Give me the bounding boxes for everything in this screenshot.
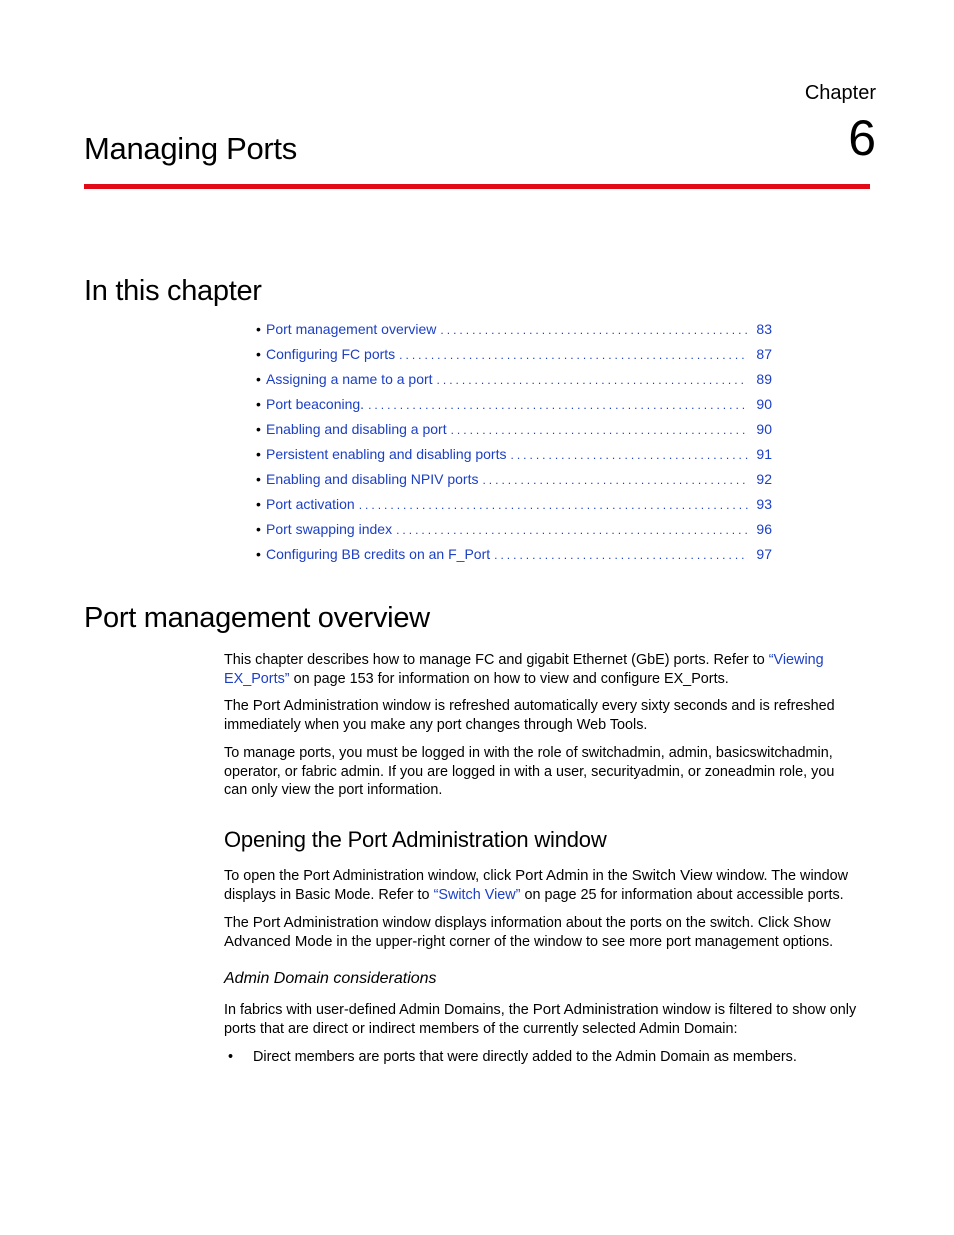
toc-item[interactable] xyxy=(256,471,772,496)
ui-term: Port Admin xyxy=(515,867,589,884)
chapter-number: 6 xyxy=(848,110,876,166)
ui-term: Port Administration xyxy=(252,914,379,931)
ui-term: Advanced Mode xyxy=(224,932,333,950)
toc-item-page[interactable]: 90 xyxy=(756,396,772,412)
bullet-icon: • xyxy=(256,421,261,437)
ui-term: Port Administration xyxy=(252,697,379,714)
bullet-icon: • xyxy=(228,1049,234,1065)
opening-paragraph-2: The Port Administration window displays information about the ports on the switch. Click Show Advanced Mode in the upper-right corner of the window to see more port management options. xyxy=(224,914,834,950)
toc-item-page[interactable]: 96 xyxy=(756,521,772,537)
toc-item-page[interactable]: 87 xyxy=(756,346,772,362)
toc-item-label[interactable]: Enabling and disabling a port xyxy=(266,421,447,437)
viewing-ex-ports-link-cont[interactable]: EX_Ports” xyxy=(224,670,290,687)
leader-dots xyxy=(359,498,748,512)
leader-dots xyxy=(511,448,749,462)
bullet-icon: • xyxy=(256,446,261,462)
viewing-ex-ports-link[interactable]: “Viewing xyxy=(768,652,824,668)
toc-item[interactable] xyxy=(256,546,772,571)
leader-dots xyxy=(399,348,748,362)
toc-item-label[interactable]: Port beaconing. xyxy=(266,396,365,412)
chapter-label: Chapter xyxy=(804,82,876,104)
toc-item[interactable] xyxy=(256,321,772,346)
bullet-icon: • xyxy=(256,496,261,512)
toc-item-label[interactable]: Configuring FC ports xyxy=(266,346,396,362)
leader-dots xyxy=(396,523,748,537)
chapter-title: Managing Ports xyxy=(84,131,297,166)
toc-item-label[interactable]: Port management overview xyxy=(266,321,437,337)
toc-item-page[interactable]: 97 xyxy=(756,546,772,562)
toc-item[interactable] xyxy=(256,421,772,446)
bullet-icon: • xyxy=(256,346,261,362)
leader-dots xyxy=(368,398,748,412)
bullet-icon: • xyxy=(256,546,261,562)
toc-item-page[interactable]: 89 xyxy=(756,371,772,387)
toc-item-page[interactable]: 91 xyxy=(756,446,772,462)
opening-port-admin-heading: Opening the Port Administration window xyxy=(224,827,607,852)
opening-paragraph-1: To open the Port Administration window, click Port Admin in the Switch View window. The window displays in Basic Mode. Refer to “Switch View” on page 25 for information about accessible ports. xyxy=(224,867,849,903)
toc-item[interactable] xyxy=(256,496,772,521)
admin-domain-heading: Admin Domain considerations xyxy=(224,970,437,987)
toc-item-label[interactable]: Persistent enabling and disabling ports xyxy=(266,446,507,462)
leader-dots xyxy=(451,423,748,437)
leader-dots xyxy=(440,323,748,337)
ui-term: Port Administration xyxy=(532,1001,659,1018)
bullet-icon: • xyxy=(256,321,261,337)
leader-dots xyxy=(494,548,748,562)
ui-term: Show xyxy=(793,914,831,931)
toc-item-page[interactable]: 83 xyxy=(756,321,772,337)
red-divider-rule xyxy=(84,184,870,189)
bullet-icon: • xyxy=(256,396,261,412)
bullet-icon: • xyxy=(256,521,261,537)
switch-view-link[interactable]: “Switch View” xyxy=(433,886,521,903)
toc-item[interactable] xyxy=(256,346,772,371)
toc-item-label[interactable]: Configuring BB credits on an F_Port xyxy=(266,546,491,562)
leader-dots xyxy=(437,373,748,387)
overview-paragraph-2: The Port Administration window is refreshed automatically every sixty seconds and is refreshed immediately when you make any port changes through Web Tools. xyxy=(224,697,835,733)
leader-dots xyxy=(482,473,748,487)
toc-item-label[interactable]: Assigning a name to a port xyxy=(266,371,433,387)
bullet-icon: • xyxy=(256,471,261,487)
toc-item-page[interactable]: 93 xyxy=(756,496,772,512)
toc-item-label[interactable]: Port activation xyxy=(266,496,355,512)
list-item-text: Direct members are ports that were directly added to the Admin Domain as members. xyxy=(253,1049,797,1065)
ui-term: Switch View xyxy=(631,867,713,884)
toc-item-label[interactable]: Enabling and disabling NPIV ports xyxy=(266,471,479,487)
admin-domain-paragraph: In fabrics with user-defined Admin Domains, the Port Administration window is filtered to show only ports that are direct or indirect members of the currently selected Admin Domain: xyxy=(224,1001,857,1037)
chapter-toc-list xyxy=(256,321,772,571)
in-this-chapter-heading: In this chapter xyxy=(84,275,262,307)
bullet-icon: • xyxy=(256,371,261,387)
toc-item[interactable] xyxy=(256,446,772,471)
toc-item-page[interactable]: 90 xyxy=(756,421,772,437)
overview-paragraph-3: To manage ports, you must be logged in with the role of switchadmin, admin, basicswitchadmin, operator, or fabric admin. If you are logged in with a user, securityadmin, or zoneadmin role, you can only view the port information. xyxy=(224,745,835,798)
toc-item-page[interactable]: 92 xyxy=(756,471,772,487)
toc-item[interactable] xyxy=(256,396,772,421)
toc-item-label[interactable]: Port swapping index xyxy=(266,521,393,537)
toc-item[interactable] xyxy=(256,521,772,546)
toc-item[interactable] xyxy=(256,371,772,396)
port-management-overview-heading: Port management overview xyxy=(84,602,430,634)
overview-paragraph-1: This chapter describes how to manage FC and gigabit Ethernet (GbE) ports. Refer to “Viewing EX_Ports” on page 153 for information on how to view and configure EX_Ports. xyxy=(224,652,824,687)
